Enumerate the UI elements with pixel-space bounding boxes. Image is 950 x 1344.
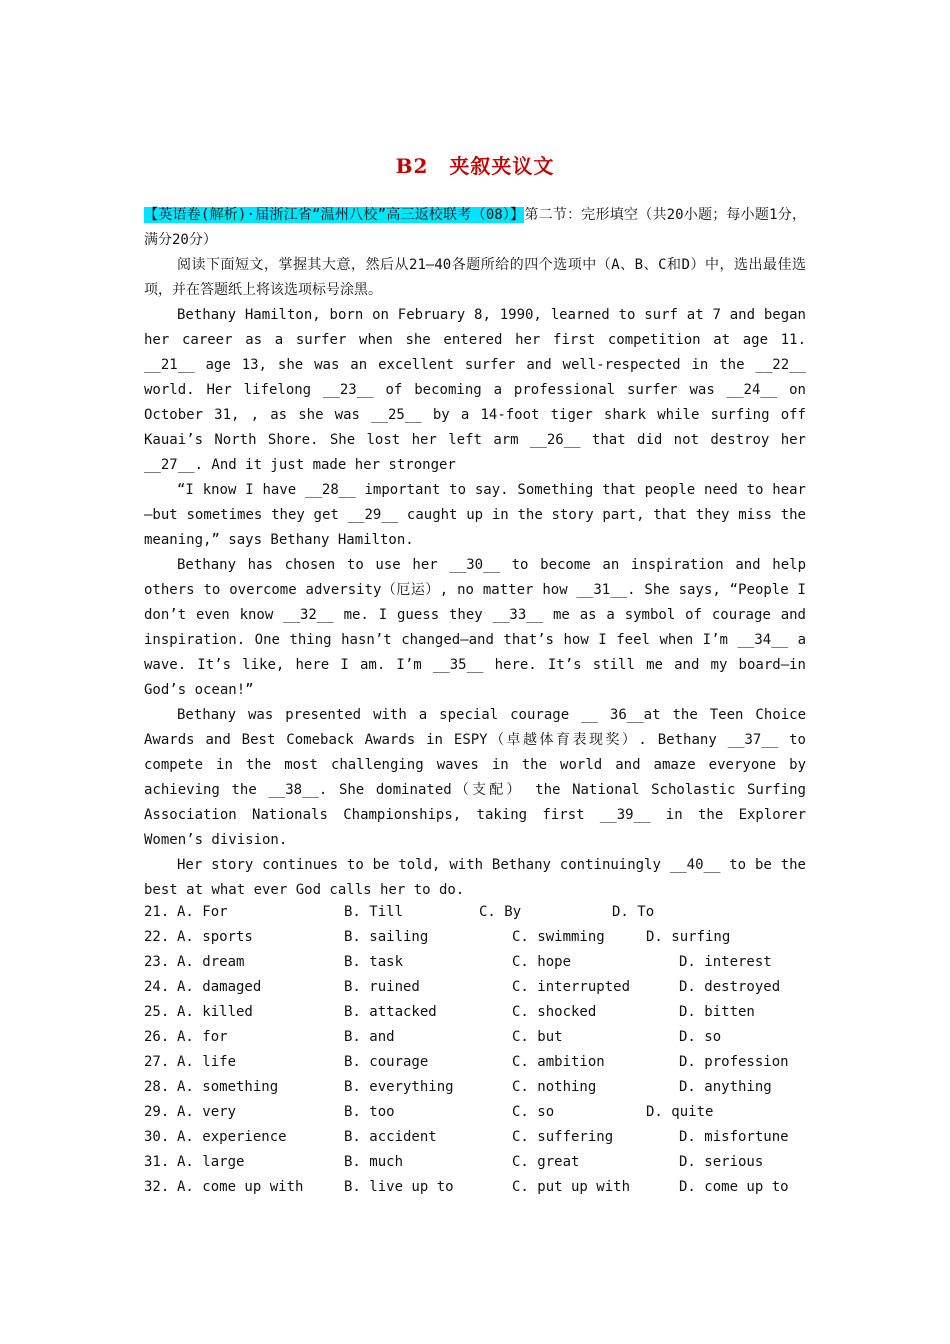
question-row xyxy=(144,1000,844,1025)
question-number: 30. xyxy=(144,1129,170,1145)
question-number: 22. xyxy=(144,929,170,945)
option-c: C. so xyxy=(512,1104,555,1120)
question-row xyxy=(144,975,844,1000)
question-row xyxy=(144,1150,844,1175)
option-a: A. For xyxy=(177,904,228,920)
option-c: C. great xyxy=(512,1154,580,1170)
option-b: B. accident xyxy=(344,1129,437,1145)
question-number: 27. xyxy=(144,1054,170,1070)
option-a: A. come up with xyxy=(177,1179,304,1195)
option-d: D. anything xyxy=(679,1079,772,1095)
question-number: 21. xyxy=(144,904,170,920)
option-c: C. put up with xyxy=(512,1179,631,1195)
option-b: B. courage xyxy=(344,1054,429,1070)
option-b: B. attacked xyxy=(344,1004,437,1020)
option-d: D. quite xyxy=(646,1104,714,1120)
option-d: D. surfing xyxy=(646,929,731,945)
question-number: 28. xyxy=(144,1079,170,1095)
option-a: A. large xyxy=(177,1154,245,1170)
option-a: A. killed xyxy=(177,1004,253,1020)
instructions: 阅读下面短文，掌握其大意，然后从21—40各题所给的四个选项中（A、B、C和D）中，选出最佳选项，并在答题纸上将该选项标号涂黑。 xyxy=(144,257,806,298)
question-number: 24. xyxy=(144,979,170,995)
page-title: B2 夹叙夹议文 xyxy=(395,154,555,178)
option-c: C. suffering xyxy=(512,1129,614,1145)
option-b: B. Till xyxy=(344,904,404,920)
option-d: D. profession xyxy=(679,1054,789,1070)
option-a: A. dream xyxy=(177,954,245,970)
question-number: 25. xyxy=(144,1004,170,1020)
question-row xyxy=(144,1025,844,1050)
option-b: B. too xyxy=(344,1104,395,1120)
paragraph-3: Bethany has chosen to use her __30__ to become an inspiration and help others to overcome adversity（厄运）, no matter how __31__. She says, “People I don’t even know __32__ me. I guess they __33__ me as a symbol of courage and inspiration. One thing hasn’t changed—and that’s how I feel when I’m __34__ a wave. It’s like, here I am. I’m __35__ here. It’s still me and my board—in God’s ocean!” xyxy=(144,557,806,698)
option-b: B. ruined xyxy=(344,979,420,995)
section-header xyxy=(144,203,806,253)
paragraph-5: Her story continues to be told, with Bethany continuingly __40__ to be the best at what ever God calls her to do. xyxy=(144,857,806,898)
option-a: A. something xyxy=(177,1079,279,1095)
option-d: D. misfortune xyxy=(679,1129,789,1145)
option-c: C. By xyxy=(479,904,522,920)
option-b: B. everything xyxy=(344,1079,454,1095)
source-highlight: 【英语卷(解析)·届浙江省“温州八校”高三返校联考（08）】 xyxy=(144,207,525,223)
question-row xyxy=(144,1125,844,1150)
option-a: A. life xyxy=(177,1054,237,1070)
question-row xyxy=(144,925,844,950)
paragraph-1: Bethany Hamilton, born on February 8, 1990, learned to surf at 7 and began her career as a surfer when she entered her first competition at age 11. __21__ age 13, she was an excellent surfer and well-respected in the __22__ world. Her lifelong __23__ of becoming a professional surfer was __24__ on October 31, , as she was __25__ by a 14-foot tiger shark while surfing off Kauai’s North Shore. She lost her left arm __26__ that did not destroy her __27__. And it just made her stronger xyxy=(144,307,806,473)
option-c: C. but xyxy=(512,1029,563,1045)
option-b: B. much xyxy=(344,1154,404,1170)
option-d: D. To xyxy=(612,904,655,920)
option-c: C. shocked xyxy=(512,1004,597,1020)
option-b: B. task xyxy=(344,954,404,970)
question-row xyxy=(144,900,844,925)
option-a: A. damaged xyxy=(177,979,262,995)
section-header-text: 第二节：完形填空（共20小题；每小题1分，满分20分） xyxy=(144,207,807,248)
question-number: 32. xyxy=(144,1179,170,1195)
option-d: D. bitten xyxy=(679,1004,755,1020)
option-d: D. serious xyxy=(679,1154,764,1170)
option-c: C. swimming xyxy=(512,929,605,945)
question-number: 26. xyxy=(144,1029,170,1045)
option-d: D. come up to xyxy=(679,1179,789,1195)
question-options xyxy=(144,900,844,1200)
question-number: 29. xyxy=(144,1104,170,1120)
question-row xyxy=(144,1175,844,1200)
option-b: B. sailing xyxy=(344,929,429,945)
paragraph-2: “I know I have __28__ important to say. Something that people need to hear—but sometimes they get __29__ caught up in the story part, that they miss the meaning,” says Bethany Hamilton. xyxy=(144,482,806,548)
question-row xyxy=(144,950,844,975)
option-b: B. live up to xyxy=(344,1179,454,1195)
option-c: C. interrupted xyxy=(512,979,631,995)
option-a: A. experience xyxy=(177,1129,287,1145)
option-d: D. so xyxy=(679,1029,722,1045)
question-row xyxy=(144,1075,844,1100)
question-number: 23. xyxy=(144,954,170,970)
option-a: A. sports xyxy=(177,929,253,945)
option-a: A. very xyxy=(177,1104,237,1120)
question-row xyxy=(144,1100,844,1125)
question-number: 31. xyxy=(144,1154,170,1170)
passage xyxy=(144,203,806,903)
option-b: B. and xyxy=(344,1029,395,1045)
option-c: C. nothing xyxy=(512,1079,597,1095)
option-c: C. ambition xyxy=(512,1054,605,1070)
option-d: D. destroyed xyxy=(679,979,781,995)
question-row xyxy=(144,1050,844,1075)
option-a: A. for xyxy=(177,1029,228,1045)
paragraph-4: Bethany was presented with a special courage __ 36__at the Teen Choice Awards and Best Comeback Awards in ESPY（卓越体育表现奖）. Bethany __37__ to compete in the most challenging waves in the world and amaze everyone by achieving the __38__. She dominated（支配） the National Scholastic Surfing Association Nationals Championships, taking first __39__ in the Explorer Women’s division. xyxy=(144,707,806,848)
option-c: C. hope xyxy=(512,954,572,970)
option-d: D. interest xyxy=(679,954,772,970)
